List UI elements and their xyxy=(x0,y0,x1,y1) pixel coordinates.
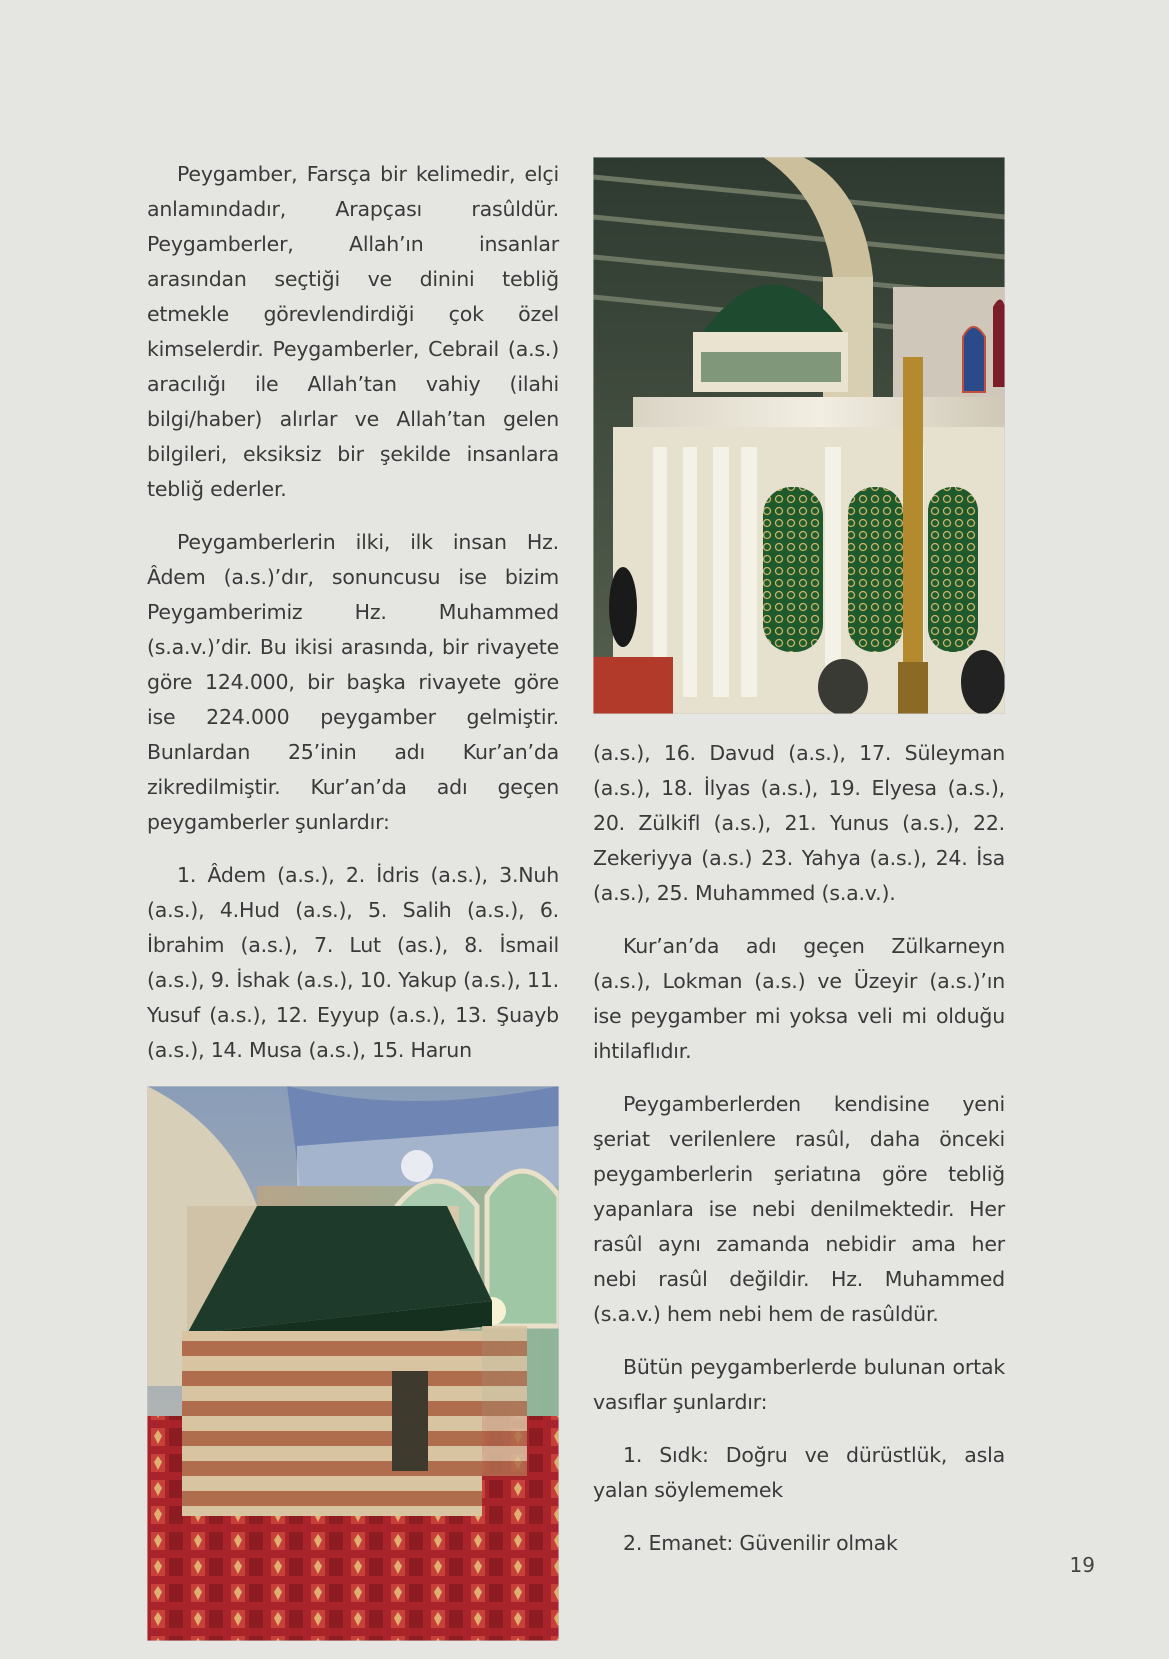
paragraph-common-attributes: Bütün peygamberlerde bulunan ortak vasıflar şunlardır: xyxy=(593,1355,1005,1414)
list-item-emanet: 2. Emanet: Güvenilir olmak xyxy=(623,1531,898,1555)
paragraph-first-last-prophet: Peygamberlerin ilki, ilk insan Hz. Âdem (a.s.)’dır, sonuncusu ise bizim Peygamberimiz Hz. Muhammed (s.a.v.)’dir. Bu ikisi arasında, bir rivayete göre 124.000, bir başka rivayete göre ise 224.000 peygamber gelmiştir. Bunlardan 25’inin adı Kur’an’da zikredilmiştir. Kur’an’da adı geçen peygamberler şunlardır: xyxy=(147,530,559,834)
right-column xyxy=(593,157,1005,1579)
paragraph-prophet-list-continued: (a.s.), 16. Davud (a.s.), 17. Süleyman (a.s.), 18. İlyas (a.s.), 19. Elyesa (a.s.), 20. Zülkifl (a.s.), 21. Yunus (a.s.), 22. Zekeriyya (a.s.) 23. Yahya (a.s.), 24. İsa (a.s.), 25. Muhammed (s.a.v.). xyxy=(593,741,1005,905)
list-item-sidk: 1. Sıdk: Doğru ve dürüstlük, asla yalan söylememek xyxy=(593,1443,1005,1502)
page-number: 19 xyxy=(1069,1553,1095,1577)
tomb-interior-photo xyxy=(147,1086,559,1641)
paragraph-disputed-prophets: Kur’an’da adı geçen Zülkarneyn (a.s.), Lokman (a.s.) ve Üzeyir (a.s.)’ın ise peygamber mi yoksa veli mi olduğu ihtilaflıdır. xyxy=(593,934,1005,1063)
shrine-photo xyxy=(593,157,1005,714)
paragraph-rasul-nebi: Peygamberlerden kendisine yeni şeriat verilenlere rasûl, daha önceki peygamberlerin şeriatına göre tebliğ yapanlara ise nebi denilmektedir. Her rasûl aynı zamanda nebidir ama her nebi rasûl değildir. Hz. Muhammed (s.a.v.) hem nebi hem de rasûldür. xyxy=(593,1092,1005,1326)
left-column xyxy=(147,157,559,1641)
paragraph-definition: Peygamber, Farsça bir kelimedir, elçi anlamındadır, Arapçası rasûldür. Peygamberler, Allah’ın insanlar arasından seçtiği ve dinini tebliğ etmekle görevlendirdiği çok özel kimselerdir. Peygamberler, Cebrail (a.s.) aracılığı ile Allah’tan vahiy (ilahi bilgi/haber) alırlar ve Allah’tan gelen bilgileri, eksiksiz bir şekilde insanlara tebliğ ederler. xyxy=(147,162,559,501)
paragraph-prophet-list: 1. Âdem (a.s.), 2. İdris (a.s.), 3.Nuh (a.s.), 4.Hud (a.s.), 5. Salih (a.s.), 6. İbrahim (a.s.), 7. Lut (as.), 8. İsmail (a.s.), 9. İshak (a.s.), 10. Yakup (a.s.), 11. Yusuf (a.s.), 12. Eyyup (a.s.), 13. Şuayb (a.s.), 14. Musa (a.s.), 15. Harun xyxy=(147,863,559,1062)
